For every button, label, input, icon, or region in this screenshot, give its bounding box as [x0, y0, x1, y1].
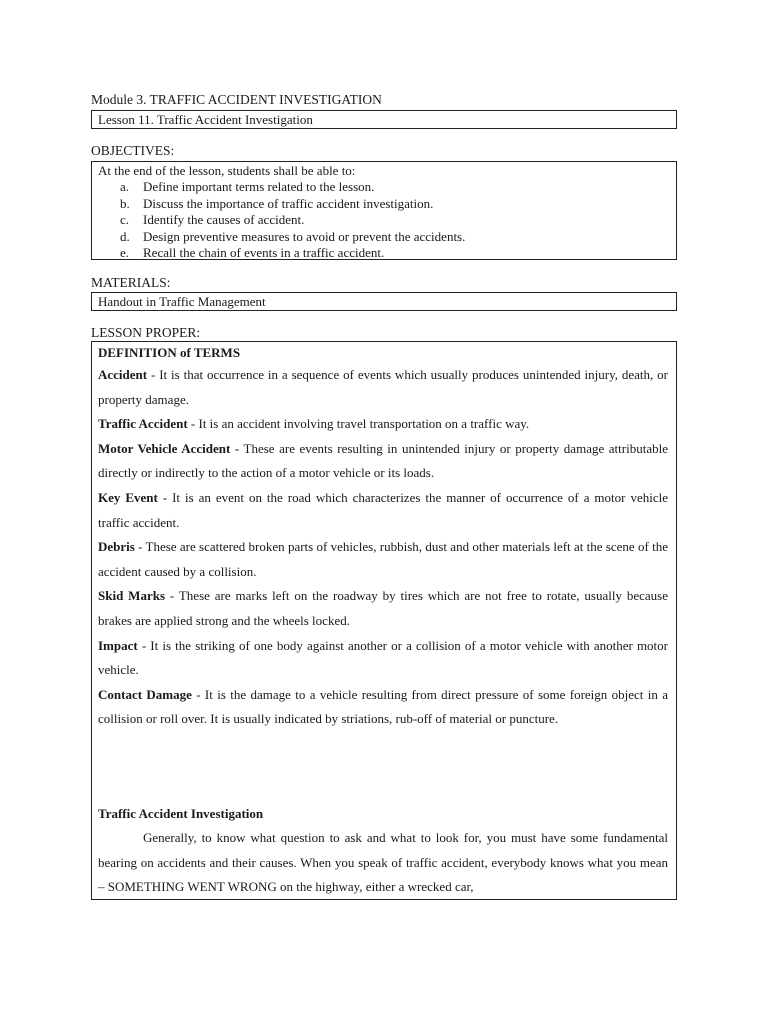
definition-entry [98, 634, 668, 683]
objective-letter: c. [120, 212, 130, 227]
objectives-heading: OBJECTIVES: [91, 143, 175, 158]
lesson-proper-box [91, 341, 677, 900]
term-definition: - These are scattered broken parts of vehicles, rubbish, dust and other materials left at the scene of the accident caused by a collision. [98, 539, 668, 579]
term-name: Skid Marks [98, 588, 166, 604]
materials-text: Handout in Traffic Management [98, 294, 266, 309]
objectives-list [98, 179, 676, 262]
lesson-title-box [91, 110, 677, 129]
objective-letter: e. [120, 245, 130, 260]
blank-space [98, 732, 668, 802]
objective-text: Identify the causes of accident. [143, 212, 305, 227]
objective-item [98, 179, 676, 196]
objectives-intro: At the end of the lesson, students shall be able to: [98, 163, 356, 178]
term-definition: - These are marks left on the roadway by tires which are not free to rotate, usually because brakes are applied strong and the wheels locked. [98, 588, 668, 628]
objective-text: Define important terms related to the lesson. [143, 179, 375, 194]
term-name: Debris [98, 539, 135, 555]
objective-text: Design preventive measures to avoid or prevent the accidents. [143, 228, 466, 244]
materials-heading: MATERIALS: [91, 275, 171, 290]
term-definition: - It is that occurrence in a sequence of events which usually produces unintended injury, death, or property damage. [98, 367, 668, 407]
term-definition: - It is an event on the road which characterizes the manner of occurrence of a motor vehicle traffic accident. [98, 489, 668, 530]
objective-letter: d. [120, 228, 130, 244]
definitions-heading: DEFINITION of TERMS [98, 345, 241, 360]
objective-text: Discuss the importance of traffic accident investigation. [143, 195, 434, 211]
term-definition: - It is the damage to a vehicle resulting from direct pressure of some foreign object in a collision or roll over. It is usually indicated by striations, rub-off of material or puncture. [98, 686, 668, 727]
objective-item [98, 196, 676, 213]
term-name: Accident [98, 367, 148, 382]
investigation-heading: Traffic Accident Investigation [98, 805, 264, 821]
term-definition: - These are events resulting in unintended injury or property damage attributable directly or indirectly to the action of a motor vehicle or its loads. [98, 440, 668, 481]
term-name: Contact Damage [98, 686, 192, 702]
term-definition: - It is the striking of one body against another or a collision of a motor vehicle with another motor vehicle. [98, 637, 668, 678]
lesson-title: Lesson 11. Traffic Accident Investigation [98, 112, 313, 127]
definition-entry [98, 683, 668, 732]
definition-entry [98, 584, 668, 633]
objective-text: Recall the chain of events in a traffic accident. [143, 245, 385, 260]
objectives-box [91, 161, 677, 260]
objective-letter: a. [120, 179, 130, 194]
term-definition: - It is an accident involving travel transportation on a traffic way. [187, 416, 530, 432]
term-name: Impact [98, 637, 138, 653]
definition-entry [98, 437, 668, 486]
term-name: Key Event [98, 489, 158, 505]
lesson-proper-heading: LESSON PROPER: [91, 325, 201, 340]
definition-entry [98, 535, 668, 584]
investigation-paragraph: Generally, to know what question to ask and what to look for, you must have some fundamental bearing on accidents and their causes. When you speak of traffic accident, everybody knows what you mean – SOMETHING WENT WRONG on the highway, either a wrecked car, [98, 829, 668, 895]
definition-entry [98, 486, 668, 535]
definition-entry [98, 412, 668, 437]
objective-item [98, 212, 676, 229]
objective-item [98, 229, 676, 246]
module-title: Module 3. TRAFFIC ACCIDENT INVESTIGATION [91, 92, 382, 107]
objective-letter: b. [120, 195, 130, 211]
materials-box [91, 292, 677, 311]
term-name: Traffic Accident [98, 416, 188, 432]
objective-item [98, 245, 676, 262]
definition-entry [98, 363, 668, 412]
term-name: Motor Vehicle Accident [98, 440, 231, 456]
